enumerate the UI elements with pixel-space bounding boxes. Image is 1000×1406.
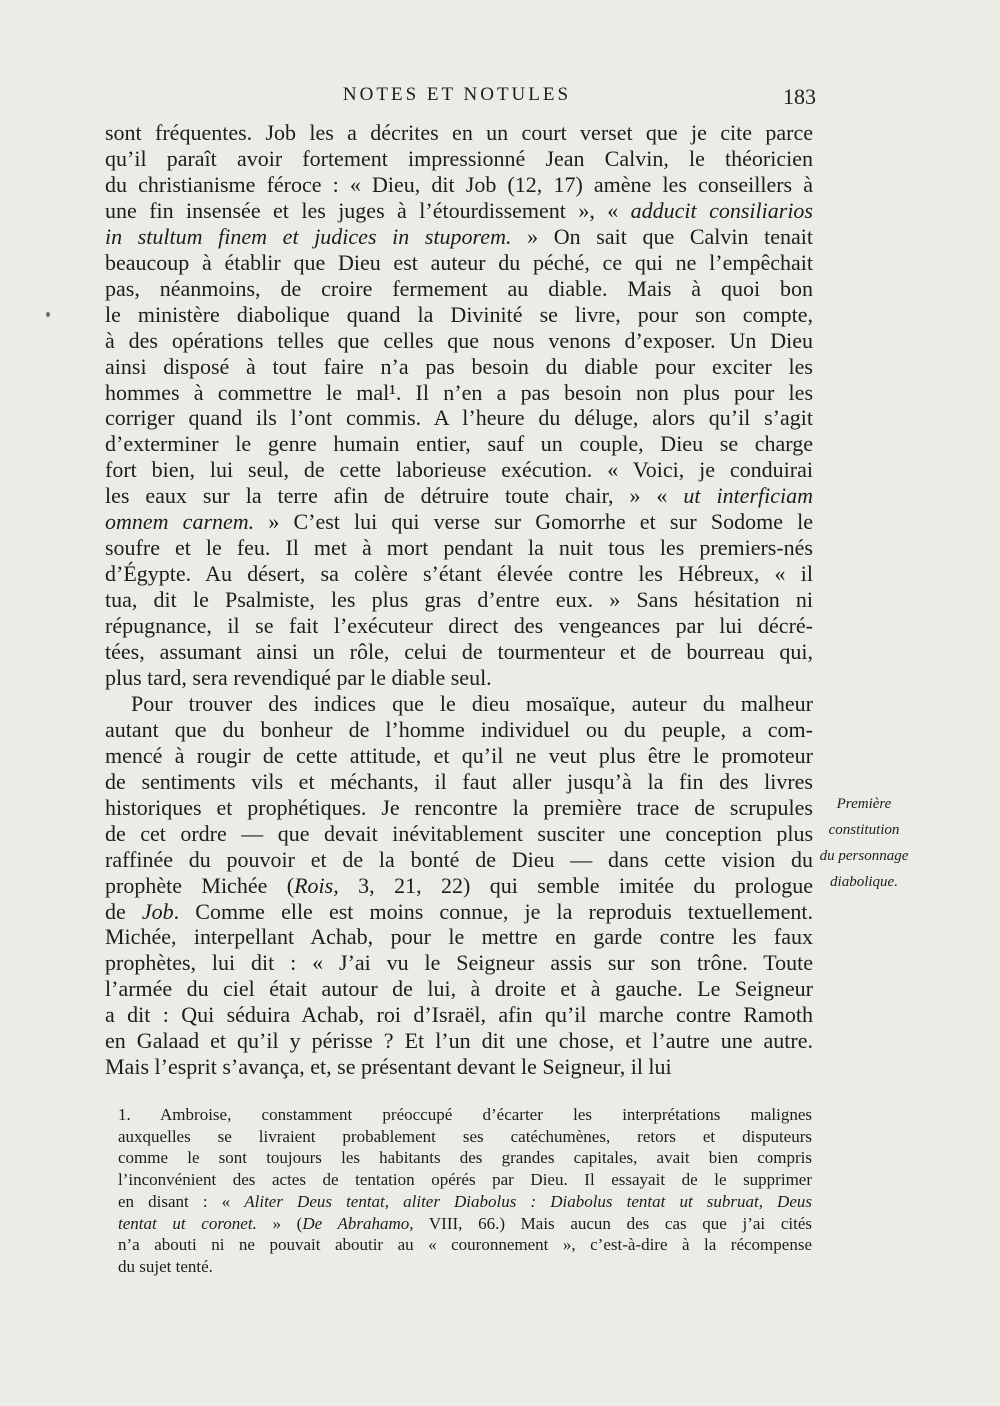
text-segment: fort bien, lui seul, de cette laborieuse exécution. « Voici, je conduirai xyxy=(105,457,813,483)
italic-text: omnem carnem. xyxy=(105,509,255,535)
body-line xyxy=(105,354,813,380)
text-segment: de cet ordre — que devait inévitablement susciter une conception plus xyxy=(105,820,813,846)
margin-note-line: du personnage xyxy=(819,848,909,864)
body-line xyxy=(105,250,813,276)
body-line xyxy=(105,717,813,743)
text-segment: soufre et le feu. Il met à mort pendant la nuit tous les premiers-nés xyxy=(105,535,813,561)
body-line xyxy=(105,328,813,354)
body-line xyxy=(105,1028,813,1054)
text-segment: pas, néanmoins, de croire fermement au diable. Mais à quoi bon xyxy=(105,275,813,301)
body-line xyxy=(105,847,813,873)
text-segment: prophètes, lui dit : « J’ai vu le Seigneur assis sur son trône. Toute xyxy=(105,950,813,976)
body-line xyxy=(105,795,813,821)
text-segment: ainsi disposé à tout faire n’a pas besoin du diable pour exciter les xyxy=(105,353,813,379)
body-line xyxy=(105,302,813,328)
text-segment: en disant : « xyxy=(118,1191,245,1211)
body-line xyxy=(105,899,813,925)
footnote-line xyxy=(118,1169,812,1190)
italic-text: ut interficiam xyxy=(683,483,813,509)
body-line xyxy=(105,146,813,172)
text-segment: n’a abouti ni ne pouvait aboutir au « couronnement », c’est-à-dire à la récompense xyxy=(118,1235,812,1255)
body-line xyxy=(105,120,813,146)
body-line xyxy=(105,172,813,198)
text-segment: tua, dit le Psalmiste, les plus gras d’entre eux. » Sans hésitation ni xyxy=(105,587,813,613)
footnote-line xyxy=(118,1213,812,1234)
body-line xyxy=(105,224,813,250)
body-line xyxy=(105,1054,813,1080)
text-segment: Michée, interpellant Achab, pour le mettre en garde contre les faux xyxy=(105,924,813,950)
text-segment: d’exterminer le genre humain entier, sauf un couple, Dieu se charge xyxy=(105,431,813,457)
footnote-line xyxy=(118,1256,812,1277)
footnote-line xyxy=(118,1191,812,1212)
text-segment: a dit : Qui séduira Achab, roi d’Israël, afin qu’il marche contre Ramoth xyxy=(105,1002,813,1028)
text-segment: . Comme elle est moins connue, je la reproduis textuellement. xyxy=(173,898,814,924)
italic-text: in stultum finem et judices in stuporem. xyxy=(105,223,512,249)
body-line xyxy=(105,561,813,587)
body-line xyxy=(105,483,813,509)
italic-text: Aliter Deus tentat, aliter Diabolus : Diabolus tentat ut subruat, Deus xyxy=(244,1191,812,1211)
text-segment: d’Égypte. Au désert, sa colère s’étant élevée contre les Hébreux, « il xyxy=(105,561,813,587)
body-line xyxy=(105,821,813,847)
body-line xyxy=(105,639,813,665)
text-segment: l’armée du ciel était autour de lui, à droite et à gauche. Le Seigneur xyxy=(105,976,813,1002)
text-segment: mencé à rougir de cette attitude, et qu’il ne veut plus être le promoteur xyxy=(105,742,813,768)
text-segment: » ( xyxy=(256,1213,303,1233)
body-line xyxy=(105,665,813,691)
text-segment: plus tard, sera revendiqué par le diable seul. xyxy=(105,664,492,690)
body-line xyxy=(105,976,813,1002)
text-segment: de xyxy=(105,898,142,924)
italic-text: Job xyxy=(141,898,174,924)
text-segment: auxquelles se livraient probablement ses catéchumènes, retors et disputeurs xyxy=(118,1126,812,1146)
body-line xyxy=(105,613,813,639)
body-line xyxy=(105,457,813,483)
text-segment: une fin insensée et les juges à l’étourdissement », « xyxy=(105,197,631,223)
text-segment: VIII, 66.) Mais aucun des cas que j’ai cités xyxy=(413,1213,812,1233)
text-segment: les eaux sur la terre afin de détruire toute chair, » « xyxy=(105,483,684,509)
footnote-line xyxy=(118,1126,812,1147)
text-segment: qu’il paraît avoir fortement impressionné Jean Calvin, le théoricien xyxy=(105,145,813,171)
text-segment: beaucoup à établir que Dieu est auteur du péché, ce qui ne l’empêchait xyxy=(105,249,813,275)
page-number: 183 xyxy=(783,84,816,109)
running-title: NOTES ET NOTULES xyxy=(342,84,572,105)
body-line xyxy=(105,380,813,406)
body-line xyxy=(105,1002,813,1028)
text-segment: 3, 21, 22) qui semble imitée du prologue xyxy=(338,872,814,898)
footnote-line xyxy=(118,1147,812,1168)
text-segment: du christianisme féroce : « Dieu, dit Job (12, 17) amène les conseillers à xyxy=(105,171,813,197)
text-segment: raffinée du pouvoir et de la bonté de Dieu — dans cette vision du xyxy=(105,846,813,872)
body-line xyxy=(105,873,813,899)
body-line xyxy=(105,198,813,224)
footnote-line xyxy=(118,1234,812,1255)
margin-note-line: constitution xyxy=(828,822,900,838)
body-line xyxy=(105,405,813,431)
text-segment: l’inconvénient des actes de tentation opérés par Dieu. Il essayait de le supprimer xyxy=(118,1170,812,1190)
text-segment: comme le sont toujours les habitants des grandes capitales, avait bien compris xyxy=(118,1148,812,1168)
text-segment: du sujet tenté. xyxy=(118,1256,213,1276)
body-line xyxy=(131,691,813,717)
body-line xyxy=(105,431,813,457)
text-segment: historiques et prophétiques. Je rencontre la première trace de scrupules xyxy=(105,794,813,820)
text-segment: prophète Michée ( xyxy=(105,872,295,898)
text-segment: » C’est lui qui verse sur Gomorrhe et sur Sodome le xyxy=(254,509,813,535)
body-line xyxy=(105,769,813,795)
body-line xyxy=(105,509,813,535)
body-line xyxy=(105,924,813,950)
text-segment: répugnance, il se fait l’exécuteur direct des vengeances par lui décré- xyxy=(105,613,813,639)
text-segment: hommes à commettre le mal¹. Il n’en a pas besoin non plus pour les xyxy=(105,379,813,405)
body-line xyxy=(105,535,813,561)
italic-text: De Abrahamo, xyxy=(302,1213,414,1233)
italic-text: Rois, xyxy=(294,872,339,898)
text-segment: 1. Ambroise, constamment préoccupé d’écarter les interprétations malignes xyxy=(118,1105,812,1124)
text-segment: de sentiments vils et méchants, il faut aller jusqu’à la fin des livres xyxy=(105,768,813,794)
text-segment: Mais l’esprit s’avança, et, se présentant devant le Seigneur, il lui xyxy=(105,1054,672,1080)
text-segment: corriger quand ils l’ont commis. A l’heure du déluge, alors qu’il s’agit xyxy=(105,405,813,431)
margin-note-line: diabolique. xyxy=(830,874,898,890)
text-segment: tées, assumant ainsi un rôle, celui de tourmenteur et de bourreau qui, xyxy=(105,639,813,664)
body-line xyxy=(105,950,813,976)
running-head xyxy=(96,84,818,112)
text-segment: Pour trouver des indices que le dieu mosaïque, auteur du malheur xyxy=(131,690,813,716)
body-line xyxy=(105,276,813,302)
text-segment: » On sait que Calvin tenait xyxy=(511,223,814,249)
text-segment: autant que du bonheur de l’homme individuel ou du peuple, a com- xyxy=(105,716,813,742)
text-segment: à des opérations telles que celles que nous venons d’exposer. Un Dieu xyxy=(105,327,813,353)
margin-ink-mark xyxy=(46,312,50,317)
text-segment: sont fréquentes. Job les a décrites en un court verset que je cite parce xyxy=(105,120,813,145)
text-segment: le ministère diabolique quand la Divinité se livre, pour son compte, xyxy=(105,301,813,327)
footnote-line xyxy=(118,1104,812,1125)
italic-text: tentat ut coronet. xyxy=(118,1213,257,1233)
margin-note-line: Première xyxy=(836,796,892,812)
body-line xyxy=(105,587,813,613)
text-segment: en Galaad et qu’il y périsse ? Et l’un dit une chose, et l’autre une autre. xyxy=(105,1028,813,1054)
italic-text: adducit consiliarios xyxy=(630,197,813,223)
body-line xyxy=(105,743,813,769)
